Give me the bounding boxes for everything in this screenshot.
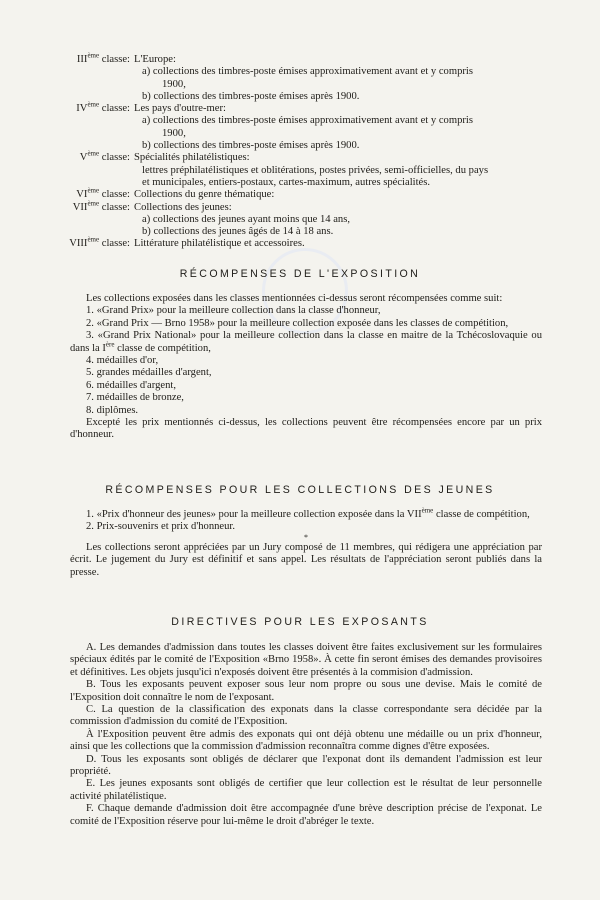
directive-paragraph: A. Les demandes d'admission dans toutes les classes doivent être faites exclusivement sur les formulaires spéciaux édités par le comité de l'Exposition «Brno 1958». À cette fin seront émises des demandes provisoires et définitives. Les objets jusqu'ici n'exposés doivent être présentés à la commision d'admission.	[70, 642, 542, 678]
class-row-5: Vème classe: Spécialités philatélistiques: lettres préphilatélistiques et oblitérations, postes privées, semi-officielles, du pays et municipales, entiers-postaux, cartes-maximum, autres spécialités.	[62, 152, 542, 189]
awards-section	[70, 293, 542, 442]
awards-intro: Les collections exposées dans les classes mentionnées ci-dessus seront récompensées comme suit:	[86, 293, 503, 304]
award-item: 1. «Grand Prix» pour la meilleure collection dans la classe d'honneur,	[86, 305, 381, 317]
class-label: IV	[76, 103, 88, 115]
class-title: Collections du genre thématique:	[134, 189, 275, 201]
directive-paragraph: C. La question de la classification des exponats dans la classe correspondante sera décidée par la commission d'admission du comité de l'Exposition.	[70, 704, 542, 728]
directive-paragraph: À l'Exposition peuvent être admis des exponats qui ont déjà obtenu une médaille ou un prix d'honneur, ainsi que les collections que la commission d'admission reconnaîtra comme dignes d'être exposées.	[70, 728, 542, 753]
class-row-4: IVème classe: Les pays d'outre-mer: a) collections des timbres-poste émises approximativement avant et y compris 1900, b) collections des timbres-poste émises après 1900.	[62, 103, 542, 152]
award-item: 5. grandes médailles d'argent,	[86, 367, 212, 379]
directive-paragraph: D. Tous les exposants sont obligés de déclarer que l'exponat dont ils demandent l'admission est leur propriété.	[70, 753, 542, 778]
class-title: Littérature philatélistique et accessoires.	[134, 238, 305, 250]
awards-outro: Excepté les prix mentionnés ci-dessus, les collections peuvent être récompensées encore par un prix d'honneur.	[70, 417, 542, 441]
class-title: Collections des jeunes:	[134, 201, 232, 213]
jury-paragraph: Les collections seront appréciées par un Jury composé de 11 membres, qui rédigera une appréciation par écrit. Le jugement du Jury est définitif et sans appel. Les résultats de l'appréciation seront publiés dans la presse.	[70, 541, 542, 578]
youth-item: 2. Prix-souvenirs et prix d'honneur.	[86, 521, 236, 533]
directives-section	[70, 642, 542, 828]
class-title: L'Europe:	[134, 54, 176, 65]
class-label: VII	[72, 201, 88, 213]
class-row-7: VIIème classe: Collections des jeunes: a) collections des jeunes ayant moins que 14 ans, b) collections des jeunes âgés de 14 à 18 ans.	[62, 202, 542, 239]
award-item: 3. «Grand Prix National» pour la meilleure collection dans la classe en maitre de la Tchécoslovaquie ou dans la Ière classe de compétition,	[70, 330, 542, 354]
class-row-3: IIIème classe: L'Europe: a) collections des timbres-poste émises approximativement avant et y compris 1900, b) collections des timbres-poste émises après 1900.	[62, 54, 542, 103]
class-title: Les pays d'outre-mer:	[134, 103, 226, 115]
separator-star: *	[304, 532, 308, 542]
directive-paragraph: B. Tous les exposants peuvent exposer sous leur nom propre ou sous une devise. Mais le comité de l'Exposition doit connaître le nom de l'exposant.	[70, 679, 542, 703]
class-row-8: VIIIème classe: Littérature philatélistique et accessoires.	[62, 238, 542, 250]
class-title: Spécialités philatélistiques:	[134, 152, 250, 164]
award-item: 6. médailles d'argent,	[86, 379, 176, 391]
class-row-6: VIème classe: Collections du genre thématique:	[62, 189, 542, 201]
section-heading-youth: RÉCOMPENSES POUR LES COLLECTIONS DES JEUNES	[105, 484, 495, 496]
award-item: 4. médailles d'or,	[86, 355, 159, 367]
directive-paragraph: E. Les jeunes exposants sont obligés de certifier que leur collection est le résultat de leur personnelle activité philatélistique.	[70, 778, 542, 802]
award-item: 8. diplômes.	[86, 404, 139, 416]
directive-paragraph: F. Chaque demande d'admission doit être accompagnée d'une brève description précise de l'exponat. Le comité de l'Exposition réserve pour lui-même le droit d'abréger le texte.	[70, 803, 542, 827]
award-item: 2. «Grand Prix — Brno 1958» pour la meilleure collection exposée dans les classes de compétition,	[86, 317, 509, 329]
class-label: V	[79, 152, 88, 164]
section-heading-directives: DIRECTIVES POUR LES EXPOSANTS	[171, 616, 429, 628]
section-heading-awards: RÉCOMPENSES DE L'EXPOSITION	[179, 268, 421, 280]
class-label: VI	[76, 189, 88, 201]
award-item: 7. médailles de bronze,	[86, 392, 184, 404]
class-label: III	[76, 54, 88, 65]
class-list	[62, 51, 542, 251]
class-label: VIII	[69, 238, 88, 250]
youth-item: 1. «Prix d'honneur des jeunes» pour la meilleure collection exposée dans la VIIème classe de compétition,	[86, 506, 530, 520]
youth-section	[70, 506, 542, 579]
